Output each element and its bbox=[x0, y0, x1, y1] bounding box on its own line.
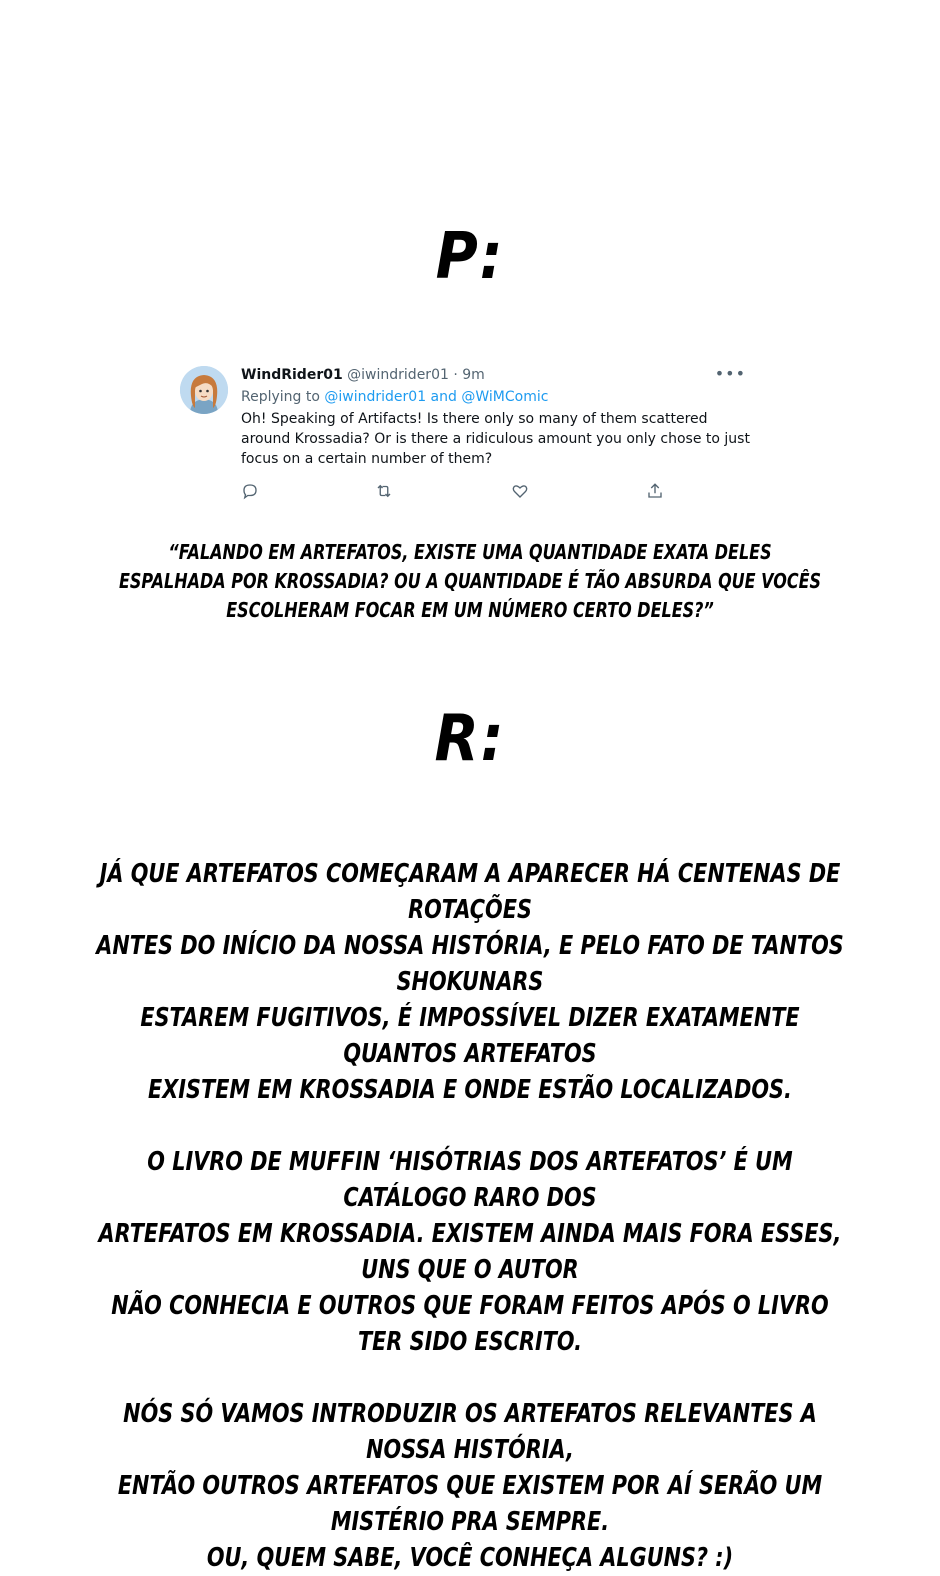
mention-joiner[interactable]: and bbox=[426, 389, 462, 405]
tweet-text: Oh! Speaking of Artifacts! Is there only so many of them scattered around Krossadia? Or is there a ridiculous amount you only chose to just focus on a certain number of them? bbox=[241, 411, 750, 467]
like-icon[interactable] bbox=[511, 482, 531, 502]
answer-line: NÃO CONHECIA E OUTROS QUE FORAM FEITOS APÓS O LIVRO TER SIDO ESCRITO. bbox=[111, 1291, 829, 1357]
retweet-icon[interactable] bbox=[375, 482, 395, 502]
quote-line: “FALANDO EM ARTEFATOS, EXISTE UMA QUANTIDADE EXATA DELES bbox=[168, 540, 772, 564]
answer-line: O LIVRO DE MUFFIN ‘HISÓTRIAS DOS ARTEFATOS’ É UM CATÁLOGO RARO DOS bbox=[147, 1147, 793, 1213]
handle[interactable]: @iwindrider01 bbox=[347, 367, 449, 383]
answer-paragraph bbox=[94, 856, 846, 1108]
answer-line: ANTES DO INÍCIO DA NOSSA HISTÓRIA, E PELO FATO DE TANTOS SHOKUNARS bbox=[96, 931, 844, 997]
display-name[interactable]: WindRider01 bbox=[241, 367, 343, 383]
answer-paragraph bbox=[94, 1144, 846, 1360]
mention-link[interactable]: @iwindrider01 bbox=[324, 389, 427, 405]
separator: · bbox=[448, 367, 463, 383]
answer-line: ENTÃO OUTROS ARTEFATOS QUE EXISTEM POR AÍ SERÃO UM MISTÉRIO PRA SEMPRE. bbox=[117, 1471, 823, 1537]
answer-label: R: bbox=[434, 702, 506, 776]
answer-paragraph bbox=[94, 1396, 846, 1576]
replying-to bbox=[241, 386, 761, 408]
answer-line: JÁ QUE ARTEFATOS COMEÇARAM A APARECER HÁ CENTENAS DE ROTAÇÕES bbox=[99, 859, 841, 925]
answer-text bbox=[94, 856, 846, 1576]
quote-translation bbox=[94, 538, 846, 625]
tweet-card[interactable] bbox=[180, 364, 760, 514]
answer-line: OU, QUEM SABE, VOCÊ CONHEÇA ALGUNS? :) bbox=[206, 1543, 734, 1573]
answer-line: NÓS SÓ VAMOS INTRODUZIR OS ARTEFATOS RELEVANTES A NOSSA HISTÓRIA, bbox=[123, 1399, 817, 1465]
mention-link[interactable]: @WiMComic bbox=[461, 389, 549, 405]
more-options-icon[interactable]: ••• bbox=[714, 364, 746, 383]
answer-line: ARTEFATOS EM KROSSADIA. EXISTEM AINDA MAIS FORA ESSES, UNS QUE O AUTOR bbox=[98, 1219, 842, 1285]
avatar[interactable] bbox=[180, 366, 228, 414]
tweet-actions bbox=[241, 482, 681, 502]
answer-line: ESTAREM FUGITIVOS, É IMPOSSÍVEL DIZER EXATAMENTE QUANTOS ARTEFATOS bbox=[140, 1003, 800, 1069]
quote-line: ESPALHADA POR KROSSADIA? OU A QUANTIDADE É TÃO ABSURDA QUE VOCÊS bbox=[118, 569, 822, 593]
answer-line: EXISTEM EM KROSSADIA E ONDE ESTÃO LOCALIZADOS. bbox=[148, 1075, 792, 1105]
share-icon[interactable] bbox=[646, 482, 666, 502]
quote-line: ESCOLHERAM FOCAR EM UM NÚMERO CERTO DELES?” bbox=[226, 598, 714, 622]
timestamp[interactable]: 9m bbox=[462, 367, 485, 383]
replying-to-prefix: Replying to bbox=[241, 389, 325, 405]
question-label: P: bbox=[435, 220, 505, 294]
reply-icon[interactable] bbox=[241, 482, 261, 502]
tweet-header bbox=[241, 364, 761, 386]
